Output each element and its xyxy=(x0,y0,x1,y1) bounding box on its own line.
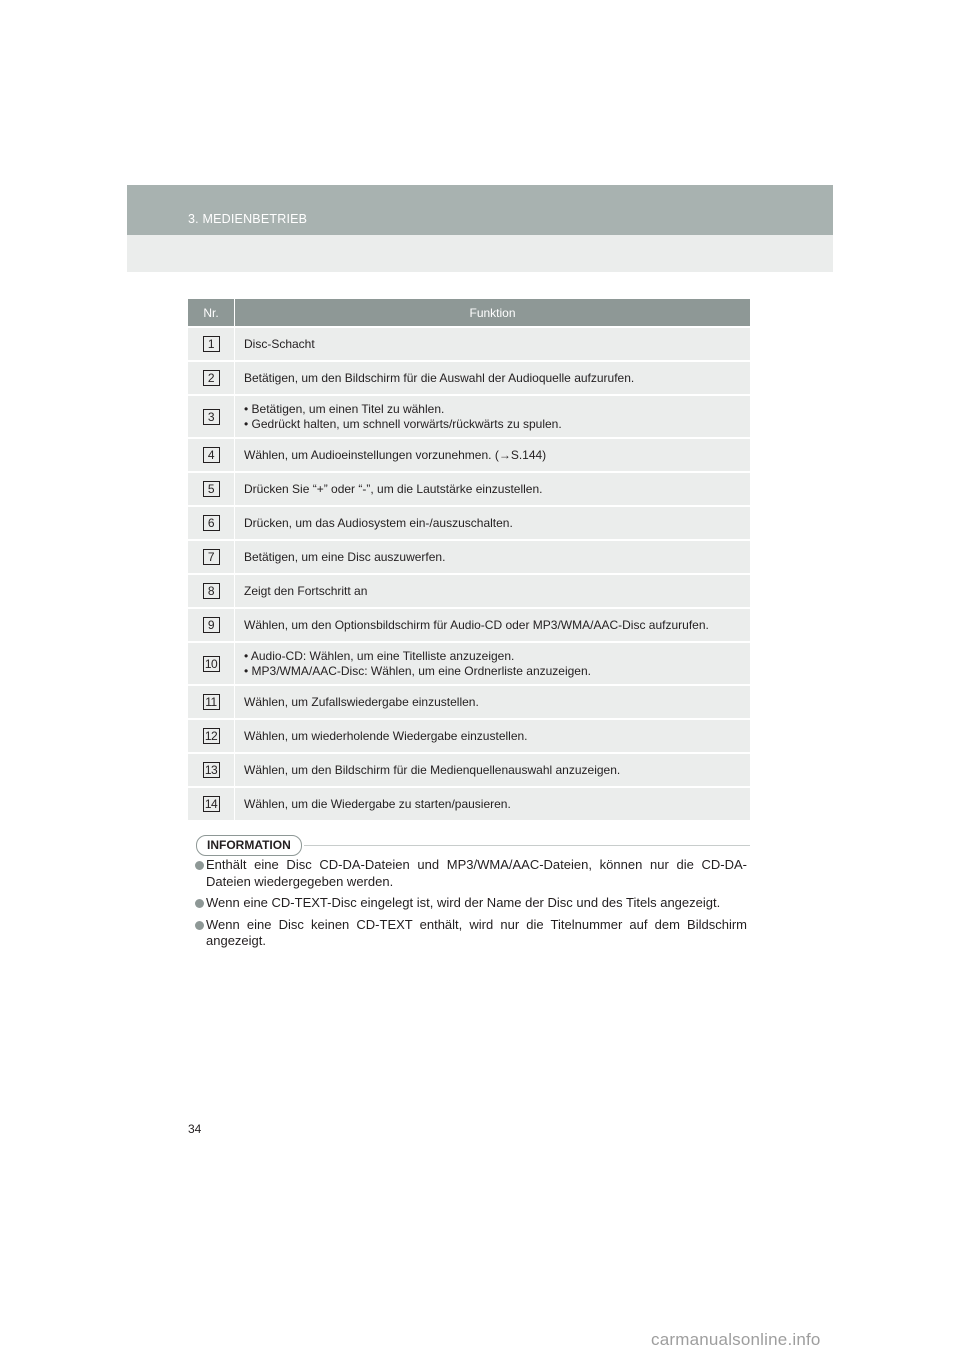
row-number-box: 10 xyxy=(203,656,220,672)
function-text: Betätigen, um eine Disc auszuwerfen. xyxy=(244,549,446,564)
function-text: • Audio-CD: Wählen, um eine Titelliste anzuzeigen. xyxy=(244,648,515,663)
information-item xyxy=(195,895,747,912)
table-row xyxy=(188,685,750,719)
bullet-icon xyxy=(195,899,204,908)
row-function-cell xyxy=(235,719,751,753)
row-function-cell xyxy=(235,642,751,685)
function-text: • Betätigen, um einen Titel zu wählen. xyxy=(244,401,445,416)
row-number-box: 9 xyxy=(203,617,220,633)
table-row xyxy=(188,787,750,820)
table-row xyxy=(188,608,750,642)
row-number-cell xyxy=(188,608,235,642)
row-number-box: 12 xyxy=(203,728,220,744)
row-number-cell xyxy=(188,642,235,685)
table-row xyxy=(188,472,750,506)
function-text: Wählen, um die Wiedergabe zu starten/pausieren. xyxy=(244,796,511,811)
table-row xyxy=(188,574,750,608)
function-text: • Gedrückt halten, um schnell vorwärts/rückwärts zu spulen. xyxy=(244,416,562,431)
information-text: Wenn eine Disc keinen CD-TEXT enthält, wird nur die Titelnummer auf dem Bildschirm angezeigt. xyxy=(206,916,747,948)
row-number-cell xyxy=(188,506,235,540)
information-item xyxy=(195,857,747,890)
function-text: Betätigen, um den Bildschirm für die Auswahl der Audioquelle aufzurufen. xyxy=(244,370,635,385)
function-table xyxy=(188,299,750,820)
row-number-cell xyxy=(188,787,235,820)
row-function-cell xyxy=(235,753,751,787)
row-number-box: 11 xyxy=(203,694,220,710)
function-text: Drücken, um das Audiosystem ein-/auszuschalten. xyxy=(244,515,513,530)
function-text: • MP3/WMA/AAC-Disc: Wählen, um eine Ordnerliste anzuzeigen. xyxy=(244,663,591,678)
bullet-icon xyxy=(195,921,204,930)
row-number-cell xyxy=(188,574,235,608)
function-text: Wählen, um den Optionsbildschirm für Audio-CD oder MP3/WMA/AAC-Disc aufzurufen. xyxy=(244,617,709,632)
row-function-cell xyxy=(235,395,751,438)
row-number-box: 1 xyxy=(203,336,220,352)
table-header-row xyxy=(188,299,750,327)
row-function-cell xyxy=(235,685,751,719)
row-number-cell xyxy=(188,327,235,361)
information-text: Enthält eine Disc CD-DA-Dateien und MP3/WMA/AAC-Dateien, können nur die CD-DA-Dateien wiedergegeben werden. xyxy=(206,857,747,889)
row-number-box: 6 xyxy=(203,515,220,531)
row-number-cell xyxy=(188,753,235,787)
row-number-box: 7 xyxy=(203,549,220,565)
table-row xyxy=(188,506,750,540)
information-divider xyxy=(304,845,750,846)
row-function-cell xyxy=(235,608,751,642)
row-function-cell xyxy=(235,438,751,472)
table-row xyxy=(188,438,750,472)
row-function-cell xyxy=(235,540,751,574)
section-title: 3. MEDIENBETRIEB xyxy=(188,212,308,226)
row-function-cell xyxy=(235,361,751,395)
table-row xyxy=(188,395,750,438)
row-number-cell xyxy=(188,685,235,719)
row-number-cell xyxy=(188,395,235,438)
row-number-cell xyxy=(188,361,235,395)
page-number: 34 xyxy=(188,1122,202,1136)
column-header-function: Funktion xyxy=(235,299,751,327)
table-row xyxy=(188,361,750,395)
function-text: Zeigt den Fortschritt an xyxy=(244,583,368,598)
row-number-box: 8 xyxy=(203,583,220,599)
information-list xyxy=(195,857,747,955)
table-row xyxy=(188,642,750,685)
function-text: Drücken Sie “+” oder “-”, um die Lautstärke einzustellen. xyxy=(244,481,543,496)
header-sub-band xyxy=(127,235,833,272)
row-number-cell xyxy=(188,438,235,472)
row-number-cell xyxy=(188,472,235,506)
table-body xyxy=(188,327,750,820)
bullet-icon xyxy=(195,861,204,870)
information-item xyxy=(195,917,747,950)
row-number-box: 4 xyxy=(203,447,220,463)
function-text: Wählen, um wiederholende Wiedergabe einzustellen. xyxy=(244,728,528,743)
function-text: Wählen, um Zufallswiedergabe einzustellen. xyxy=(244,694,479,709)
table-row xyxy=(188,327,750,361)
row-number-box: 3 xyxy=(203,409,220,425)
table-row xyxy=(188,540,750,574)
watermark: carmanualsonline.info xyxy=(651,1330,821,1349)
row-number-box: 2 xyxy=(203,370,220,386)
row-function-cell xyxy=(235,506,751,540)
function-text: Disc-Schacht xyxy=(244,336,315,351)
table-row xyxy=(188,753,750,787)
row-number-cell xyxy=(188,719,235,753)
row-number-cell xyxy=(188,540,235,574)
row-function-cell xyxy=(235,787,751,820)
function-text: Wählen, um den Bildschirm für die Medienquellenauswahl anzuzeigen. xyxy=(244,762,621,777)
header-band xyxy=(127,185,833,235)
row-number-box: 14 xyxy=(203,796,220,812)
row-number-box: 13 xyxy=(203,762,220,778)
information-text: Wenn eine CD-TEXT-Disc eingelegt ist, wird der Name der Disc und des Titels angezeigt. xyxy=(206,895,721,910)
row-function-cell xyxy=(235,327,751,361)
function-text: Wählen, um Audioeinstellungen vorzunehmen. (→S.144) xyxy=(244,447,547,462)
row-number-box: 5 xyxy=(203,481,220,497)
information-label: INFORMATION xyxy=(196,835,302,856)
row-function-cell xyxy=(235,472,751,506)
column-header-nr: Nr. xyxy=(188,299,235,327)
table-row xyxy=(188,719,750,753)
row-function-cell xyxy=(235,574,751,608)
